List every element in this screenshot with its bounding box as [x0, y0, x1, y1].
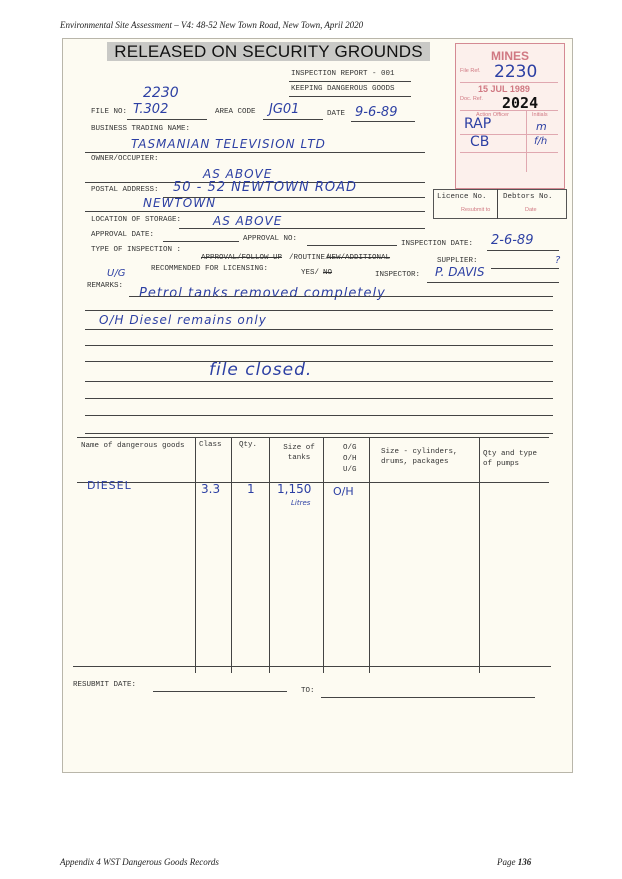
stamp-officer-1: RAP [464, 116, 492, 132]
inspector-label: INSPECTOR: [375, 271, 421, 279]
stamp-date: 15 JUL 1989 [478, 84, 530, 94]
business-line [85, 152, 425, 153]
remark-rule-5 [85, 361, 553, 362]
supplier-line [491, 268, 559, 269]
business-label: BUSINESS TRADING NAME: [91, 125, 191, 133]
supplier-label: SUPPLIER: [437, 257, 478, 265]
margin-note: U/G [107, 268, 126, 279]
remark-rule-1 [129, 296, 553, 297]
mines-stamp [455, 43, 565, 189]
debtors-label: Debtors No. [503, 193, 553, 201]
to-label: TO: [301, 687, 315, 695]
date-value: 9-6-89 [355, 105, 398, 120]
remark-line-3: file closed. [209, 360, 313, 380]
stamp-action-officer-label: Action Officer [476, 112, 509, 118]
licence-divider [497, 189, 498, 219]
stamp-resubmit-label: Resubmit to [461, 207, 491, 213]
inspection-date-label: INSPECTION DATE: [401, 240, 474, 248]
remark-rule-2 [85, 310, 553, 311]
file-no-value: T.302 [133, 102, 169, 117]
inspection-date-value: 2-6-89 [491, 233, 534, 248]
area-code-label: AREA CODE [215, 108, 256, 116]
type-new-struck: NEW/ADDITIONAL [327, 254, 391, 262]
inspection-report-form [62, 38, 573, 773]
form-title: INSPECTION REPORT - 001 [291, 70, 395, 78]
table-col-divider [323, 437, 324, 673]
stamp-file-ref-label: File Ref. [460, 68, 481, 74]
stamp-divider [526, 110, 527, 172]
postal-label: POSTAL ADDRESS: [91, 186, 159, 194]
table-col-divider [269, 437, 270, 673]
remark-line-1: Petrol tanks removed completely [139, 286, 386, 301]
stamp-date-label: Date [525, 207, 537, 213]
table-col-divider [231, 437, 232, 673]
recommend-no-struck: NO [323, 269, 333, 277]
stamp-initials-2: f/h [534, 136, 548, 147]
type-routine: /ROUTINE/ [289, 254, 330, 262]
business-value: TASMANIAN TELEVISION LTD [131, 137, 326, 151]
title-underline [289, 81, 411, 82]
storage-line [179, 228, 425, 229]
remark-line-2: O/H Diesel remains only [99, 313, 267, 327]
inspection-date-line [487, 250, 559, 251]
postal-line-rule-2 [85, 211, 425, 212]
postal-line-1: 50 - 52 NEWTOWN ROAD [173, 180, 358, 195]
remark-rule-7 [85, 398, 553, 399]
table-col-divider [195, 437, 196, 673]
approval-no-label: APPROVAL NO: [243, 235, 298, 243]
owner-value: AS ABOVE [203, 167, 273, 181]
row-size-unit: Litres [291, 499, 311, 507]
stamp-doc-ref-value: 2024 [502, 94, 539, 112]
stamp-doc-ref-label: Doc. Ref. [460, 96, 483, 102]
page-label: Page [497, 857, 516, 867]
area-code-value: JG01 [269, 102, 300, 117]
licence-label: Licence No. [437, 193, 487, 201]
stamp-title: MINES [490, 49, 529, 63]
stamp-initials-1: m [536, 120, 547, 133]
stamp-officer-2: CB [470, 134, 490, 150]
page-header: Environmental Site Assessment – V4: 48-52 New Town Road, New Town, April 2020 [60, 20, 364, 30]
type-approval-struck: APPROVAL/FOLLOW UP [201, 254, 283, 262]
storage-value: AS ABOVE [213, 214, 283, 228]
inspector-line [427, 282, 559, 283]
th-qty: Qty. [239, 441, 258, 449]
stamp-row-line [460, 152, 558, 153]
remarks-label: REMARKS: [87, 282, 124, 290]
security-banner: RELEASED ON SECURITY GROUNDS [107, 42, 430, 61]
approval-date-label: APPROVAL DATE: [91, 231, 155, 239]
stamp-file-ref-value: 2230 [494, 62, 538, 82]
row-location: O/H [333, 485, 354, 498]
remark-rule-3 [85, 329, 553, 330]
row-size: 1,150 [277, 482, 312, 496]
page-number: 136 [517, 857, 532, 867]
th-size: Size of tanks [283, 444, 315, 462]
recommend-label: RECOMMENDED FOR LICENSING: [151, 265, 269, 273]
row-class: 3.3 [201, 482, 221, 496]
ref-handwritten: 2230 [143, 85, 179, 101]
table-bottom-line [73, 666, 551, 667]
table-header-line [77, 482, 549, 483]
remark-rule-8 [85, 415, 553, 416]
to-line [321, 697, 535, 698]
form-subtitle: KEEPING DANGEROUS GOODS [291, 85, 395, 93]
approval-date-line [163, 241, 239, 242]
area-code-line [263, 119, 323, 120]
th-location: O/G O/H U/G [343, 444, 357, 474]
th-name: Name of dangerous goods [81, 442, 185, 450]
page-footer-right [497, 857, 531, 867]
inspector-value: P. DAVIS [435, 265, 485, 279]
recommend-yes: YES/ [301, 269, 320, 277]
stamp-initials-label: Initials [532, 112, 548, 118]
subtitle-underline [289, 96, 411, 97]
file-no-label: FILE NO: [91, 108, 128, 116]
file-no-line [127, 119, 207, 120]
table-col-divider [479, 437, 480, 673]
date-label: DATE [327, 110, 346, 118]
remark-rule-6 [85, 381, 553, 382]
inspection-type-label: TYPE OF INSPECTION : [91, 246, 182, 254]
approval-no-line [307, 245, 397, 246]
storage-label: LOCATION OF STORAGE: [91, 216, 182, 224]
resubmit-label: RESUBMIT DATE: [73, 681, 137, 689]
row-qty: 1 [247, 482, 255, 496]
th-containers: Size - cylinders, drums, packages [381, 448, 458, 466]
owner-label: OWNER/OCCUPIER: [91, 155, 159, 163]
remark-rule-4 [85, 345, 553, 346]
remark-rule-9 [85, 433, 553, 434]
supplier-mark: ? [555, 255, 561, 266]
date-line [351, 121, 415, 122]
postal-line-2: NEWTOWN [143, 196, 217, 210]
resubmit-line [153, 691, 287, 692]
row-name: DIESEL [87, 479, 132, 492]
page-footer-left: Appendix 4 WST Dangerous Goods Records [60, 857, 219, 867]
th-pumps: Qty and type of pumps [483, 450, 538, 468]
table-col-divider [369, 437, 370, 673]
th-class: Class [199, 441, 222, 449]
